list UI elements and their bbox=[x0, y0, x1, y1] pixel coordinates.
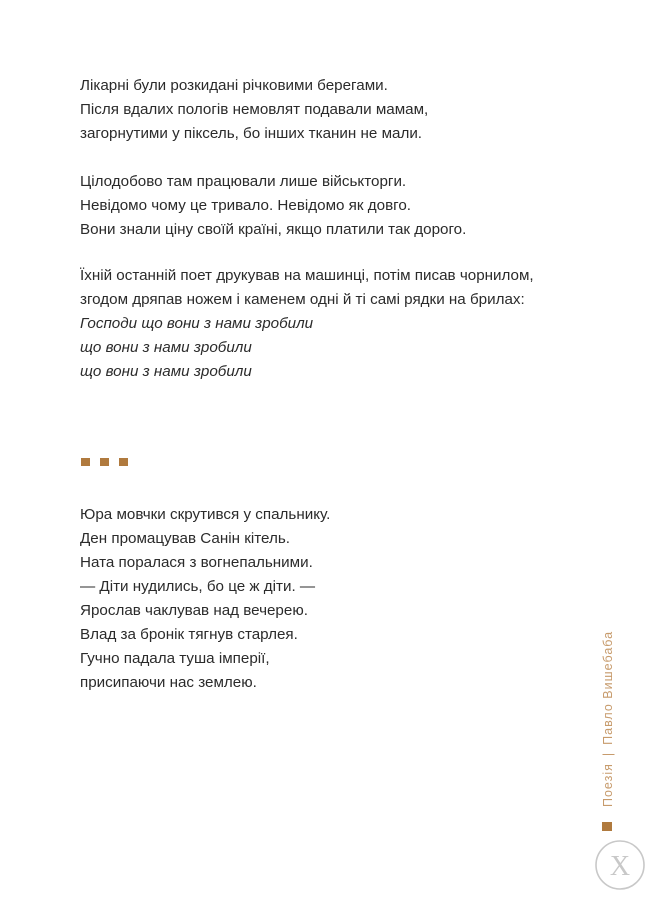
poem-line: Ната поралася з вогнепальними. bbox=[80, 554, 313, 571]
separator-square bbox=[81, 458, 90, 466]
poem-line-italic: Господи що вони з нами зробили bbox=[80, 315, 314, 332]
poem-line: присипаючи нас землею. bbox=[80, 674, 257, 691]
poem-line: Юра мовчки скрутився у спальнику. bbox=[80, 506, 331, 523]
poem-line: згодом дряпав ножем і каменем одні й ті самі рядки на брилах: bbox=[80, 291, 525, 308]
running-head bbox=[601, 631, 615, 807]
corner-accent-square bbox=[602, 822, 612, 831]
poem-line: Вони знали ціну своїй країні, якщо платили так дорого. bbox=[80, 221, 467, 238]
poem-line: Ден промацував Санін кітель. bbox=[80, 530, 290, 547]
running-head-author: Павло Вишебаба bbox=[601, 630, 615, 745]
stanza-4 bbox=[80, 503, 330, 695]
poem-line: Ярослав чаклував над вечерею. bbox=[80, 602, 308, 619]
stanza-1 bbox=[80, 74, 428, 146]
poem-line-italic: що вони з нами зробили bbox=[80, 339, 252, 356]
poem-line: Після вдалих пологів немовлят подавали мамам, bbox=[80, 101, 429, 118]
running-head-section: Поезія bbox=[601, 763, 615, 807]
poem-line: — Діти нудились, бо це ж діти. — bbox=[80, 578, 316, 595]
publisher-logo-icon bbox=[593, 838, 647, 892]
poem-line-italic: що вони з нами зробили bbox=[80, 363, 252, 380]
logo-letter: Х bbox=[609, 851, 631, 882]
stanza-2 bbox=[80, 170, 466, 242]
poem-line: Лікарні були розкидані річковими берегами. bbox=[80, 77, 388, 94]
poem-line: Їхній останній поет друкував на машинці, потім писав чорнилом, bbox=[80, 267, 534, 284]
section-separator bbox=[81, 458, 128, 466]
poem-line: Гучно падала туша імперії, bbox=[80, 650, 270, 667]
stanza-3 bbox=[80, 264, 534, 384]
poem-line: загорнутими у піксель, бо інших тканин не мали. bbox=[80, 125, 423, 142]
running-head-separator: | bbox=[601, 751, 615, 757]
poem-line: Невідомо чому це тривало. Невідомо як довго. bbox=[80, 197, 412, 214]
separator-square bbox=[119, 458, 128, 466]
poem-line: Цілодобово там працювали лише військторги. bbox=[80, 173, 407, 190]
separator-square bbox=[100, 458, 109, 466]
poem-line: Влад за бронік тягнув старлея. bbox=[80, 626, 298, 643]
